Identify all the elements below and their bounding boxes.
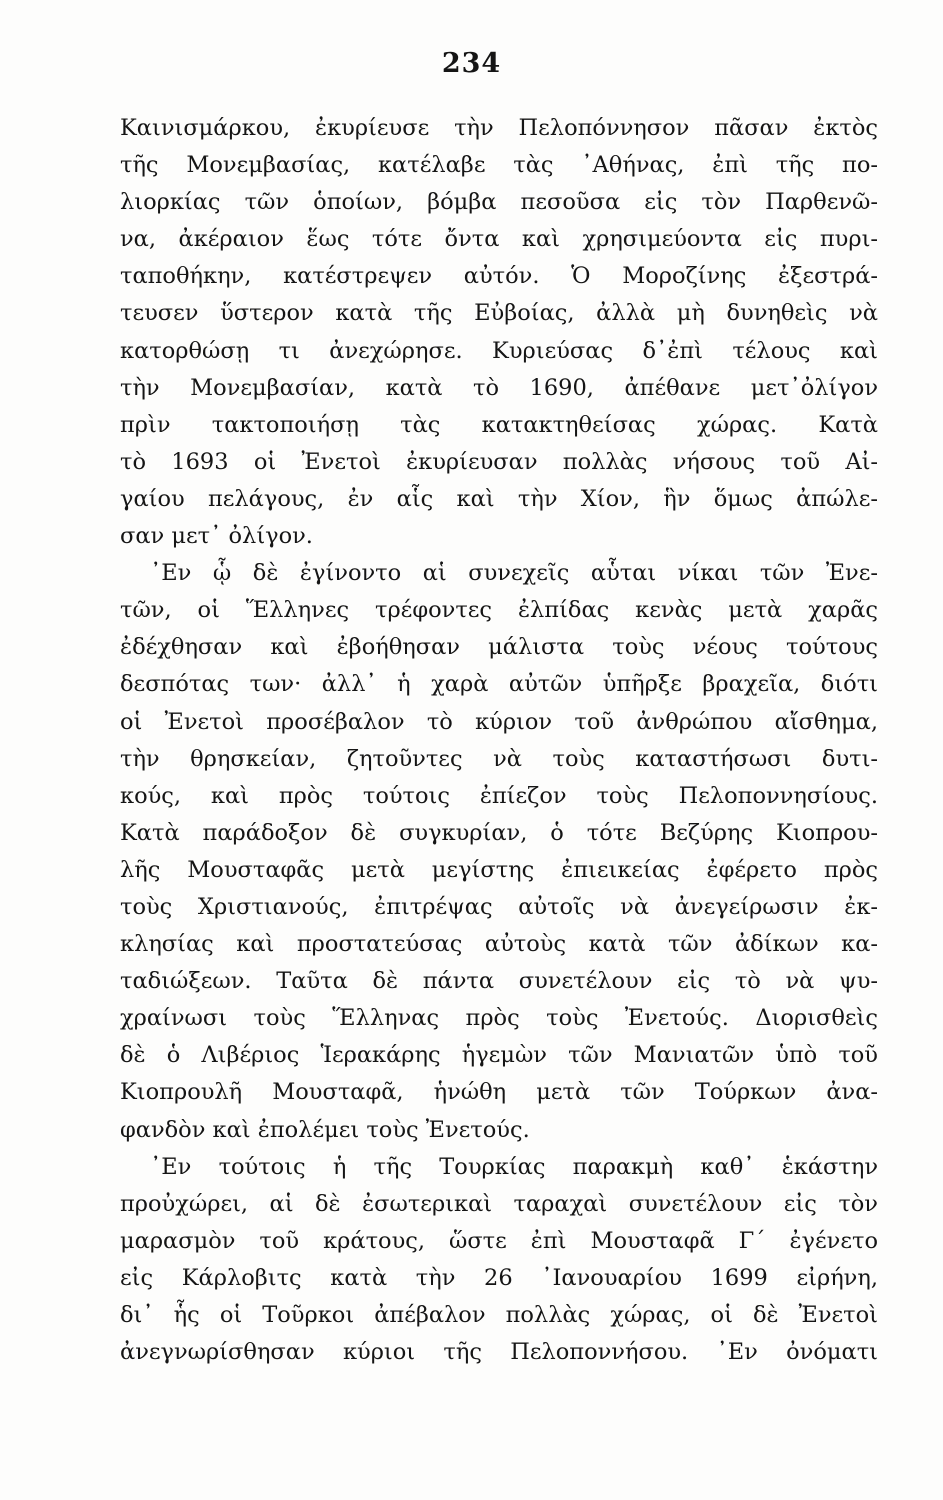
text-line: ἐδέχθησαν καὶ ἐβοήθησαν μάλιστα τοὺς νέους τούτους bbox=[120, 634, 878, 661]
text-line: κούς, καὶ πρὸς τούτοις ἐπίεζον τοὺς Πελοποννησίους. bbox=[120, 782, 878, 809]
text-line: δεσπότας των· ἀλλ᾿ ἡ χαρὰ αὐτῶν ὑπῆρξε βραχεῖα, διότι bbox=[120, 671, 878, 698]
text-line: τοὺς Χριστιανούς, ἐπιτρέψας αὐτοῖς νὰ ἀνεγείρωσιν ἐκ- bbox=[120, 893, 878, 920]
text-line: κατορθώσῃ τι ἀνεχώρησε. Κυριεύσας δ᾿ἐπὶ τέλους καὶ bbox=[120, 337, 878, 364]
page-number: 234 bbox=[441, 48, 502, 79]
text-line: προὐχώρει, αἱ δὲ ἐσωτερικαὶ ταραχαὶ συνετέλουν εἰς τὸν bbox=[120, 1190, 878, 1217]
text-line: τῶν, οἱ Ἕλληνες τρέφοντες ἐλπίδας κενὰς μετὰ χαρᾶς bbox=[120, 597, 878, 624]
text-line: ταποθήκην, κατέστρεψεν αὐτόν. Ὁ Μοροζίνης ἐξεστρά- bbox=[120, 263, 878, 290]
text-line: ἀνεγνωρίσθησαν κύριοι τῆς Πελοποννήσου. ᾿Εν ὀνόματι bbox=[120, 1339, 878, 1366]
text-line: τευσεν ὕστερον κατὰ τῆς Εὐβοίας, ἀλλὰ μὴ δυνηθεὶς νὰ bbox=[120, 300, 878, 327]
text-line: ᾿Εν τούτοις ἡ τῆς Τουρκίας παρακμὴ καθ᾿ ἑκάστην bbox=[150, 1153, 878, 1180]
text-line: να, ἀκέραιον ἕως τότε ὄντα καὶ χρησιμεύοντα εἰς πυρι- bbox=[120, 226, 878, 253]
text-line: τὸ 1693 οἱ Ἐνετοὶ ἐκυρίευσαν πολλὰς νήσους τοῦ Αἰ- bbox=[120, 448, 878, 475]
text-line: μαρασμὸν τοῦ κράτους, ὥστε ἐπὶ Μουσταφᾶ Γ´ ἐγένετο bbox=[120, 1227, 878, 1254]
text-line: λιορκίας τῶν ὁποίων, βόμβα πεσοῦσα εἰς τὸν Παρθενῶ- bbox=[120, 189, 878, 216]
text-line: Κατὰ παράδοξον δὲ συγκυρίαν, ὁ τότε Βεζύρης Κιοπρου- bbox=[120, 819, 878, 846]
text-line: τῆς Μονεμβασίας, κατέλαβε τὰς ᾿Αθήνας, ἐπὶ τῆς πο- bbox=[120, 152, 878, 179]
text-line: εἰς Κάρλοβιτς κατὰ τὴν 26 ᾿Ιανουαρίου 1699 εἰρήνη, bbox=[120, 1264, 878, 1291]
text-line: κλησίας καὶ προστατεύσας αὐτοὺς κατὰ τῶν ἀδίκων κα- bbox=[120, 931, 878, 958]
text-line: πρὶν τακτοποιήσῃ τὰς κατακτηθείσας χώρας. Κατὰ bbox=[120, 411, 878, 438]
text-line: τὴν Μονεμβασίαν, κατὰ τὸ 1690, ἀπέθανε μετ᾿ὀλίγον bbox=[120, 374, 878, 401]
text-line: δι᾿ ἧς οἱ Τοῦρκοι ἀπέβαλον πολλὰς χώρας, οἱ δὲ Ἐνετοὶ bbox=[120, 1302, 878, 1328]
text-line: χραίνωσι τοὺς Ἕλληνας πρὸς τοὺς Ἐνετούς. Διορισθεὶς bbox=[120, 1005, 878, 1032]
text-line: δὲ ὁ Λιβέριος Ἱερακάρης ἡγεμὼν τῶν Μανιατῶν ὑπὸ τοῦ bbox=[120, 1042, 878, 1069]
text-line: γαίου πελάγους, ἐν αἷς καὶ τὴν Χίον, ἣν ὅμως ἀπώλε- bbox=[120, 485, 878, 512]
text-line: σαν μετ᾿ ὀλίγον. bbox=[120, 523, 313, 550]
text-line: λῆς Μουσταφᾶς μετὰ μεγίστης ἐπιεικείας ἐφέρετο πρὸς bbox=[120, 856, 878, 883]
text-line: οἱ Ἐνετοὶ προσέβαλον τὸ κύριον τοῦ ἀνθρώπου αἴσθημα, bbox=[120, 708, 878, 735]
text-line: ταδιώξεων. Ταῦτα δὲ πάντα συνετέλουν εἰς τὸ νὰ ψυ- bbox=[120, 968, 878, 995]
text-line: ᾿Εν ᾧ δὲ ἐγίνοντο αἱ συνεχεῖς αὗται νίκαι τῶν Ἐνε- bbox=[150, 560, 878, 587]
text-line: φανδὸν καὶ ἐπολέμει τοὺς Ἐνετούς. bbox=[120, 1116, 530, 1143]
text-line: Κιοπρουλῆ Μουσταφᾶ, ἡνώθη μετὰ τῶν Τούρκων ἀνα- bbox=[120, 1079, 878, 1106]
body-text bbox=[120, 110, 878, 1371]
text-line: τὴν θρησκείαν, ζητοῦντες νὰ τοὺς καταστήσωσι δυτι- bbox=[120, 745, 878, 772]
text-line: Καινισμάρκου, ἐκυρίευσε τὴν Πελοπόννησον πᾶσαν ἐκτὸς bbox=[120, 115, 878, 141]
